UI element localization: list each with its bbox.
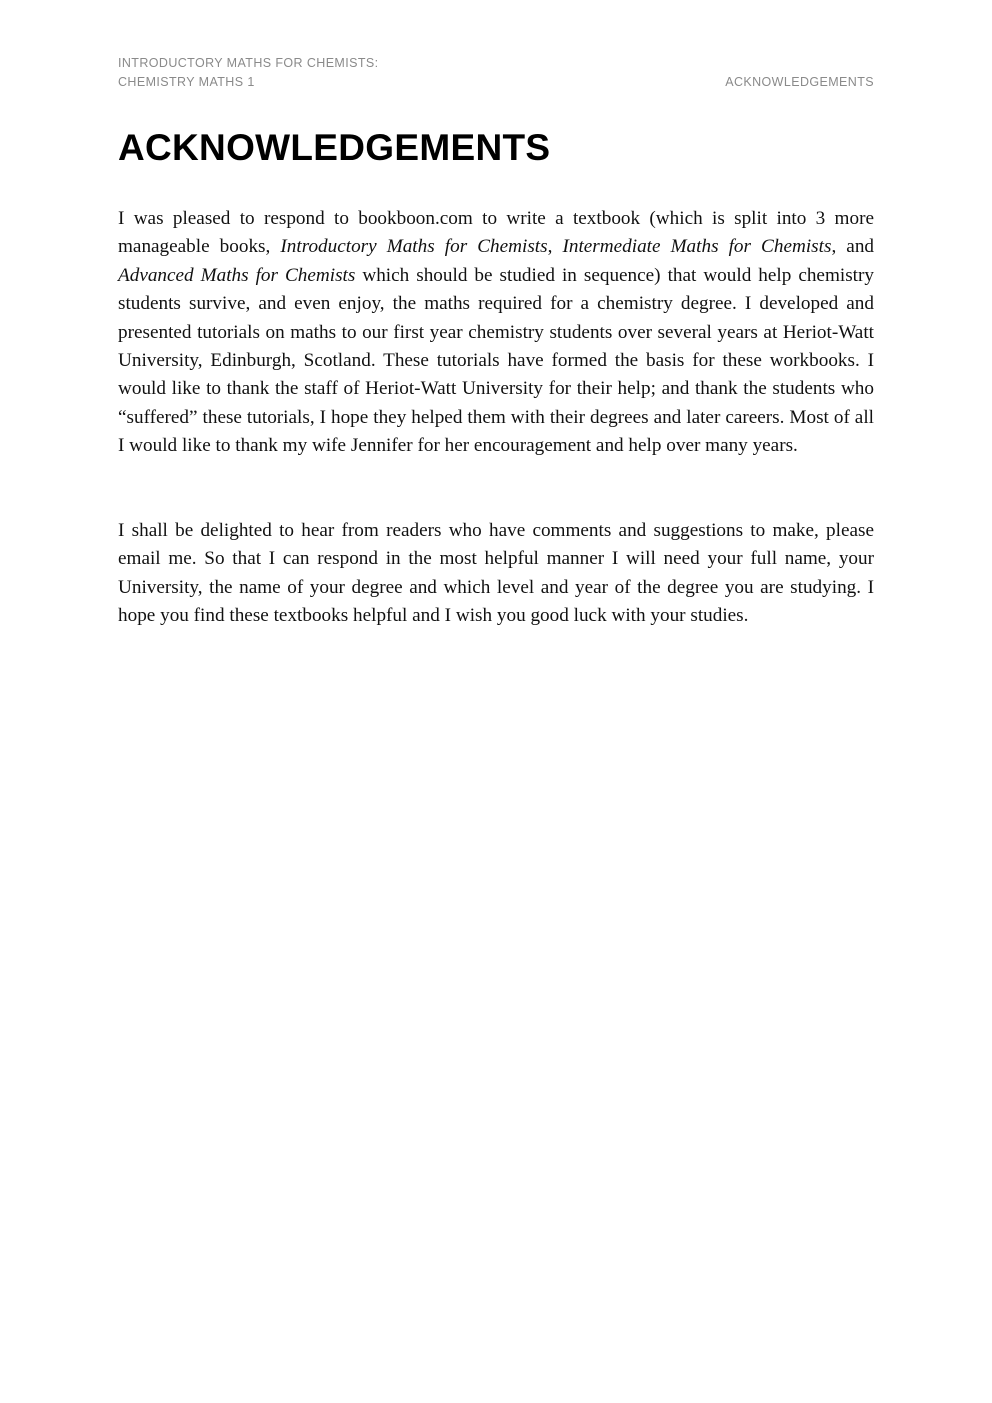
book-title-intermediate: Intermediate Maths for Chemists <box>562 236 832 258</box>
paragraph-1-separator-1: , <box>547 236 563 258</box>
chapter-title: ACKNOWLEDGEMENTS <box>118 127 551 168</box>
paragraph-1-separator-2: , and <box>831 236 875 258</box>
paragraph-1-text-b: which should be studied in sequence) that would help chemistry students survive, and even enjoy, the maths required for a chemistry degree. I developed and presented tutorials on maths to our first year chemistry students over several years at Heriot-Watt University, Edinburgh, Scotland. These tutorials have formed the basis for these workbooks. I would like to thank the staff of Heriot-Watt University for their help; and thank the students who “suffered” these tutorials, I hope they helped them with their degrees and later careers. Most of all I would like to thank my wife Jennifer for her encouragement and help over many years. <box>118 264 874 457</box>
acknowledgements-paragraph-1 <box>118 205 874 461</box>
running-header-book-title <box>118 54 379 92</box>
running-header-line-2: CHEMISTRY MATHS 1 <box>118 75 255 89</box>
paragraph-1-text-a: I was pleased to respond to bookboon.com to write a textbook (which is split into 3 more manageable books, <box>118 208 874 258</box>
book-title-advanced: Advanced Maths for Chemists <box>118 264 356 286</box>
running-header-line-1: INTRODUCTORY MATHS FOR CHEMISTS: <box>118 56 379 70</box>
book-title-introductory: Introductory Maths for Chemists <box>280 236 548 258</box>
acknowledgements-paragraph-2: I shall be delighted to hear from readers who have comments and suggestions to make, please email me. So that I can respond in the most helpful manner I will need your full name, your University, the name of your degree and which level and year of the degree you are studying. I hope you find these textbooks helpful and I wish you good luck with your studies. <box>118 520 874 627</box>
running-header-section: ACKNOWLEDGEMENTS <box>725 75 874 89</box>
